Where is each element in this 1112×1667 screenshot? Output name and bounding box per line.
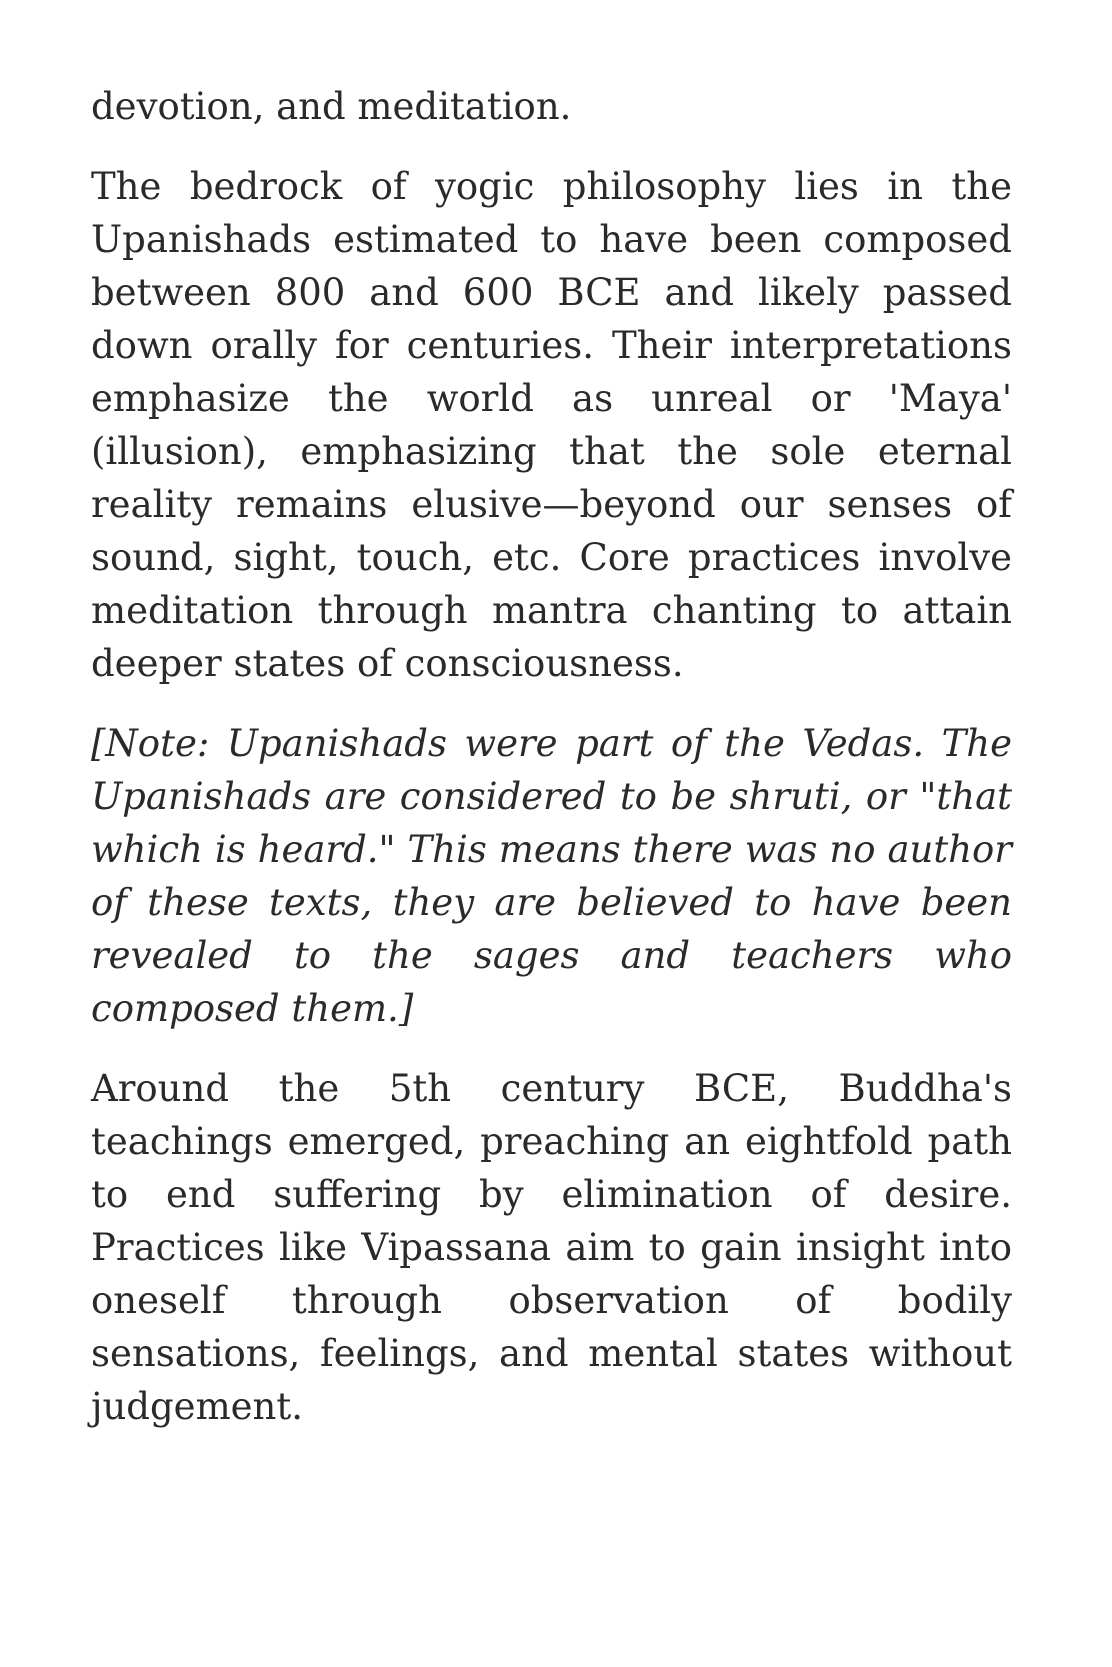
- paragraph-upanishads: The bedrock of yogic philosophy lies in the Upanishads estimated to have been composed between 800 and 600 BCE and likely passed down orally for centuries. Their interpretations emphasize the world as unreal or 'Maya' (illusion), emphasizing that the sole eternal reality remains elusive—beyond our senses of sound, sight, touch, etc. Core practices involve meditation through mantra chanting to attain deeper states of consciousness.: [91, 165, 1012, 685]
- paragraph-buddha: Around the 5th century BCE, Buddha's teachings emerged, preaching an eightfold path to end suffering by elimination of desire. Practices like Vipassana aim to gain insight into oneself through observation of bodily sensations, feelings, and mental states without judgement.: [91, 1067, 1012, 1428]
- paragraph-note: [Note: Upanishads were part of the Vedas. The Upanishads are considered to be shruti, or "that which is heard." This means there was no author of these texts, they are believed to have been revealed to the sages and teachers who composed them.]: [91, 722, 1012, 1030]
- paragraph-continuation: devotion, and meditation.: [91, 85, 572, 128]
- document-page: [91, 80, 1012, 1460]
